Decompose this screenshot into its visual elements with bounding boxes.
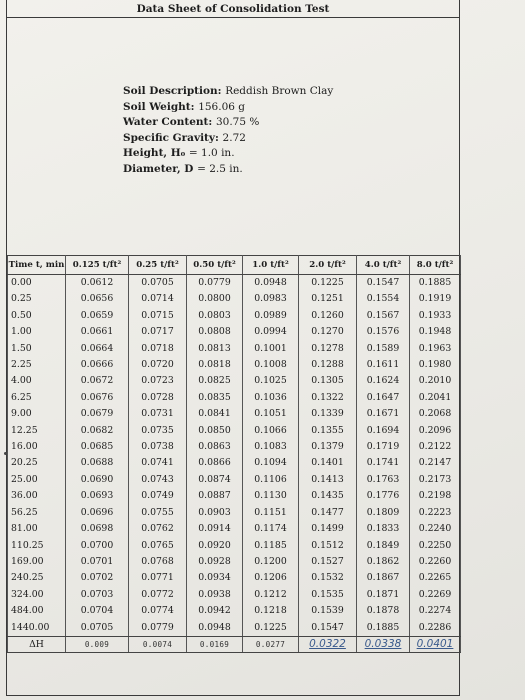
dial-reading-cell: 0.1305: [299, 373, 357, 389]
delta-h-cell: [129, 636, 187, 652]
dial-reading-cell: 0.0612: [66, 275, 129, 292]
column-header-load: 0.25 t/ft²: [129, 256, 187, 275]
dial-reading-cell: 0.1833: [357, 521, 410, 537]
table-row: [8, 620, 461, 637]
delta-h-cell: [357, 636, 410, 652]
dial-reading-cell: 0.0690: [66, 472, 129, 488]
time-cell: 484.00: [8, 603, 66, 619]
dial-reading-cell: 0.1933: [410, 308, 461, 324]
consolidation-table: [7, 255, 461, 653]
dial-reading-cell: 0.1589: [357, 341, 410, 357]
dial-reading-cell: 0.0659: [66, 308, 129, 324]
time-cell: 1.50: [8, 341, 66, 357]
time-cell: 2.25: [8, 357, 66, 373]
table-row: [8, 275, 461, 292]
dial-reading-cell: 0.0983: [243, 291, 299, 307]
dial-reading-cell: 0.0938: [187, 587, 243, 603]
dial-reading-cell: 0.0994: [243, 324, 299, 340]
dial-reading-cell: 0.0768: [129, 554, 187, 570]
delta-h-cell: [299, 636, 357, 652]
dial-reading-cell: 0.1885: [357, 620, 410, 637]
dial-reading-cell: 0.0934: [187, 570, 243, 586]
dial-reading-cell: 0.0887: [187, 488, 243, 504]
dial-reading-cell: 0.1225: [243, 620, 299, 637]
table-row: [8, 324, 461, 340]
delta-h-handwritten-value: 0.0322: [309, 637, 346, 650]
dial-reading-cell: 0.0728: [129, 390, 187, 406]
table-row: [8, 423, 461, 439]
table-row: [8, 406, 461, 422]
delta-h-label: ΔH: [8, 636, 66, 652]
dial-reading-cell: 0.2173: [410, 472, 461, 488]
dial-reading-cell: 0.1278: [299, 341, 357, 357]
page-title: Data Sheet of Consolidation Test: [6, 0, 460, 18]
table-row: [8, 603, 461, 619]
dial-reading-cell: 0.0850: [187, 423, 243, 439]
dial-reading-cell: 0.1647: [357, 390, 410, 406]
dial-reading-cell: 0.0700: [66, 538, 129, 554]
soil-weight: Soil Weight: 156.06 g: [123, 100, 245, 113]
dial-reading-cell: 0.0920: [187, 538, 243, 554]
table-row: [8, 341, 461, 357]
dial-reading-cell: 0.1008: [243, 357, 299, 373]
column-header-load: 8.0 t/ft²: [410, 256, 461, 275]
table-row: [8, 472, 461, 488]
dial-reading-cell: 0.1948: [410, 324, 461, 340]
specific-gravity: Specific Gravity: 2.72: [123, 131, 246, 144]
dial-reading-cell: 0.1878: [357, 603, 410, 619]
table-row: [8, 554, 461, 570]
time-cell: 110.25: [8, 538, 66, 554]
dial-reading-cell: 0.1809: [357, 505, 410, 521]
dial-reading-cell: 0.2147: [410, 455, 461, 471]
time-cell: 0.50: [8, 308, 66, 324]
time-cell: 20.25: [8, 455, 66, 471]
dial-reading-cell: 0.0682: [66, 423, 129, 439]
delta-h-cell: [410, 636, 461, 652]
dial-reading-cell: 0.1051: [243, 406, 299, 422]
dial-reading-cell: 0.0743: [129, 472, 187, 488]
dial-reading-cell: 0.1527: [299, 554, 357, 570]
time-cell: 56.25: [8, 505, 66, 521]
delta-h-handwritten-value: 0.0401: [416, 637, 454, 650]
dial-reading-cell: 0.0841: [187, 406, 243, 422]
dial-reading-cell: 0.1849: [357, 538, 410, 554]
dial-reading-cell: 0.0835: [187, 390, 243, 406]
time-cell: 240.25: [8, 570, 66, 586]
delta-h-value: 0.0277: [255, 639, 286, 649]
dial-reading-cell: 0.1885: [410, 275, 461, 292]
dial-reading-cell: 0.2122: [410, 439, 461, 455]
dial-reading-cell: 0.0676: [66, 390, 129, 406]
dial-reading-cell: 0.0771: [129, 570, 187, 586]
dial-reading-cell: 0.1624: [357, 373, 410, 389]
time-cell: 324.00: [8, 587, 66, 603]
dial-reading-cell: 0.0715: [129, 308, 187, 324]
dial-reading-cell: 0.0903: [187, 505, 243, 521]
dial-reading-cell: 0.2286: [410, 620, 461, 637]
dial-reading-cell: 0.2223: [410, 505, 461, 521]
dial-reading-cell: 0.0762: [129, 521, 187, 537]
dial-reading-cell: 0.0989: [243, 308, 299, 324]
dial-reading-cell: 0.0942: [187, 603, 243, 619]
time-cell: 25.00: [8, 472, 66, 488]
table-row: [8, 455, 461, 471]
dial-reading-cell: 0.0928: [187, 554, 243, 570]
dial-reading-cell: 0.1763: [357, 472, 410, 488]
dial-reading-cell: 0.0779: [129, 620, 187, 637]
dial-reading-cell: 0.0755: [129, 505, 187, 521]
dial-reading-cell: 0.1532: [299, 570, 357, 586]
dial-reading-cell: 0.0731: [129, 406, 187, 422]
dial-reading-cell: 0.0714: [129, 291, 187, 307]
delta-h-value: 0.0169: [199, 639, 230, 649]
dial-reading-cell: 0.0704: [66, 603, 129, 619]
column-header-load: 1.0 t/ft²: [243, 256, 299, 275]
dial-reading-cell: 0.1776: [357, 488, 410, 504]
dial-reading-cell: 0.2041: [410, 390, 461, 406]
delta-h-handwritten-value: 0.0338: [364, 637, 402, 650]
dial-reading-cell: 0.1554: [357, 291, 410, 307]
dial-reading-cell: 0.1260: [299, 308, 357, 324]
dial-reading-cell: 0.0874: [187, 472, 243, 488]
table-row: [8, 308, 461, 324]
table-row: [8, 587, 461, 603]
dial-reading-cell: 0.1251: [299, 291, 357, 307]
dial-reading-cell: 0.1206: [243, 570, 299, 586]
dial-reading-cell: 0.1567: [357, 308, 410, 324]
dial-reading-cell: 0.0772: [129, 587, 187, 603]
time-cell: 1440.00: [8, 620, 66, 637]
time-cell: 6.25: [8, 390, 66, 406]
dial-reading-cell: 0.0718: [129, 341, 187, 357]
dial-reading-cell: 0.1339: [299, 406, 357, 422]
dial-reading-cell: 0.1919: [410, 291, 461, 307]
dial-reading-cell: 0.1001: [243, 341, 299, 357]
dial-reading-cell: 0.2240: [410, 521, 461, 537]
dial-reading-cell: 0.2010: [410, 373, 461, 389]
delta-h-cell: [187, 636, 243, 652]
dial-reading-cell: 0.0702: [66, 570, 129, 586]
table-row: [8, 488, 461, 504]
column-header-load: 0.125 t/ft²: [66, 256, 129, 275]
dial-reading-cell: 0.1576: [357, 324, 410, 340]
water-content: Water Content: 30.75 %: [123, 116, 260, 129]
dial-reading-cell: 0.1174: [243, 521, 299, 537]
dial-reading-cell: 0.2265: [410, 570, 461, 586]
dial-reading-cell: 0.1413: [299, 472, 357, 488]
dial-reading-cell: 0.0863: [187, 439, 243, 455]
dial-reading-cell: 0.1200: [243, 554, 299, 570]
dial-reading-cell: 0.0666: [66, 357, 129, 373]
dial-reading-cell: 0.2250: [410, 538, 461, 554]
dial-reading-cell: 0.0698: [66, 521, 129, 537]
dial-reading-cell: 0.1025: [243, 373, 299, 389]
dial-reading-cell: 0.0693: [66, 488, 129, 504]
dial-reading-cell: 0.1694: [357, 423, 410, 439]
table-row: [8, 439, 461, 455]
dial-reading-cell: 0.1611: [357, 357, 410, 373]
dial-reading-cell: 0.0688: [66, 455, 129, 471]
soil-description: Soil Description: Reddish Brown Clay: [123, 85, 334, 97]
dial-reading-cell: 0.0818: [187, 357, 243, 373]
dial-reading-cell: 0.0720: [129, 357, 187, 373]
table-row: [8, 357, 461, 373]
dial-reading-cell: 0.1862: [357, 554, 410, 570]
dial-reading-cell: 0.0803: [187, 308, 243, 324]
dial-reading-cell: 0.1270: [299, 324, 357, 340]
dial-reading-cell: 0.0800: [187, 291, 243, 307]
dial-reading-cell: 0.1218: [243, 603, 299, 619]
dial-reading-cell: 0.1671: [357, 406, 410, 422]
dial-reading-cell: 0.1083: [243, 439, 299, 455]
dial-reading-cell: 0.0705: [129, 275, 187, 292]
dial-reading-cell: 0.1106: [243, 472, 299, 488]
dial-reading-cell: 0.0679: [66, 406, 129, 422]
dial-reading-cell: 0.1435: [299, 488, 357, 504]
delta-h-value: 0.0074: [142, 639, 173, 649]
time-cell: 169.00: [8, 554, 66, 570]
sample-height: Height, H₀ = 1.0 in.: [123, 147, 235, 160]
dial-reading-cell: 0.0656: [66, 291, 129, 307]
dial-reading-cell: 0.1288: [299, 357, 357, 373]
dial-reading-cell: 0.0808: [187, 324, 243, 340]
dial-reading-cell: 0.1477: [299, 505, 357, 521]
time-cell: 4.00: [8, 373, 66, 389]
dial-reading-cell: 0.1719: [357, 439, 410, 455]
sample-diameter: Diameter, D = 2.5 in.: [123, 162, 243, 175]
dial-reading-cell: 0.0664: [66, 341, 129, 357]
dial-reading-cell: 0.2096: [410, 423, 461, 439]
time-cell: 81.00: [8, 521, 66, 537]
table-body: [8, 275, 461, 653]
dial-reading-cell: 0.0774: [129, 603, 187, 619]
time-cell: 9.00: [8, 406, 66, 422]
time-cell: 16.00: [8, 439, 66, 455]
dial-reading-cell: 0.0701: [66, 554, 129, 570]
delta-h-cell: [243, 636, 299, 652]
table-row: [8, 373, 461, 389]
dial-reading-cell: 0.1185: [243, 538, 299, 554]
dial-reading-cell: 0.0825: [187, 373, 243, 389]
dial-reading-cell: 0.2198: [410, 488, 461, 504]
dial-reading-cell: 0.1036: [243, 390, 299, 406]
dial-reading-cell: 0.0741: [129, 455, 187, 471]
soil-properties: [123, 84, 333, 178]
time-cell: 0.00: [8, 275, 66, 292]
dial-reading-cell: 0.0914: [187, 521, 243, 537]
dial-reading-cell: 0.1741: [357, 455, 410, 471]
dial-reading-cell: 0.0705: [66, 620, 129, 637]
dial-reading-cell: 0.2068: [410, 406, 461, 422]
delta-h-cell: [66, 636, 129, 652]
time-cell: 0.25: [8, 291, 66, 307]
column-header-load: 2.0 t/ft²: [299, 256, 357, 275]
table-header-row: [8, 256, 461, 275]
dial-reading-cell: 0.0738: [129, 439, 187, 455]
dial-reading-cell: 0.0717: [129, 324, 187, 340]
dial-reading-cell: 0.0749: [129, 488, 187, 504]
dial-reading-cell: 0.0866: [187, 455, 243, 471]
dial-reading-cell: 0.1322: [299, 390, 357, 406]
column-header-load: 4.0 t/ft²: [357, 256, 410, 275]
table-row: [8, 390, 461, 406]
table-row: [8, 505, 461, 521]
column-header-time: Time t, min: [8, 256, 66, 275]
dial-reading-cell: 0.0685: [66, 439, 129, 455]
dial-reading-cell: 0.2260: [410, 554, 461, 570]
dial-reading-cell: 0.2274: [410, 603, 461, 619]
table-row: [8, 570, 461, 586]
dial-reading-cell: 0.0779: [187, 275, 243, 292]
dial-reading-cell: 0.1499: [299, 521, 357, 537]
dial-reading-cell: 0.0661: [66, 324, 129, 340]
time-cell: 36.00: [8, 488, 66, 504]
time-cell: 12.25: [8, 423, 66, 439]
dial-reading-cell: 0.1212: [243, 587, 299, 603]
dial-reading-cell: 0.0735: [129, 423, 187, 439]
dial-reading-cell: 0.1151: [243, 505, 299, 521]
delta-h-value: 0.009: [84, 639, 110, 649]
column-header-load: 0.50 t/ft²: [187, 256, 243, 275]
dial-reading-cell: 0.1980: [410, 357, 461, 373]
dial-reading-cell: 0.0813: [187, 341, 243, 357]
dial-reading-cell: 0.1379: [299, 439, 357, 455]
dial-reading-cell: 0.1547: [299, 620, 357, 637]
time-cell: 1.00: [8, 324, 66, 340]
dial-reading-cell: 0.0723: [129, 373, 187, 389]
table-row: [8, 538, 461, 554]
delta-h-row: [8, 636, 461, 652]
dial-reading-cell: 0.1963: [410, 341, 461, 357]
dial-reading-cell: 0.1130: [243, 488, 299, 504]
table-row: [8, 521, 461, 537]
dial-reading-cell: 0.1867: [357, 570, 410, 586]
table-row: [8, 291, 461, 307]
dial-reading-cell: 0.0696: [66, 505, 129, 521]
dial-reading-cell: 0.1547: [357, 275, 410, 292]
dial-reading-cell: 0.0672: [66, 373, 129, 389]
dial-reading-cell: 0.1539: [299, 603, 357, 619]
dial-reading-cell: 0.1225: [299, 275, 357, 292]
dial-reading-cell: 0.0948: [187, 620, 243, 637]
dial-reading-cell: 0.1355: [299, 423, 357, 439]
dial-reading-cell: 0.1512: [299, 538, 357, 554]
dial-reading-cell: 0.2269: [410, 587, 461, 603]
dial-reading-cell: 0.1094: [243, 455, 299, 471]
dial-reading-cell: 0.1871: [357, 587, 410, 603]
dial-reading-cell: 0.1066: [243, 423, 299, 439]
dial-reading-cell: 0.1535: [299, 587, 357, 603]
dial-reading-cell: 0.1401: [299, 455, 357, 471]
dial-reading-cell: 0.0703: [66, 587, 129, 603]
dial-reading-cell: 0.0765: [129, 538, 187, 554]
dial-reading-cell: 0.0948: [243, 275, 299, 292]
